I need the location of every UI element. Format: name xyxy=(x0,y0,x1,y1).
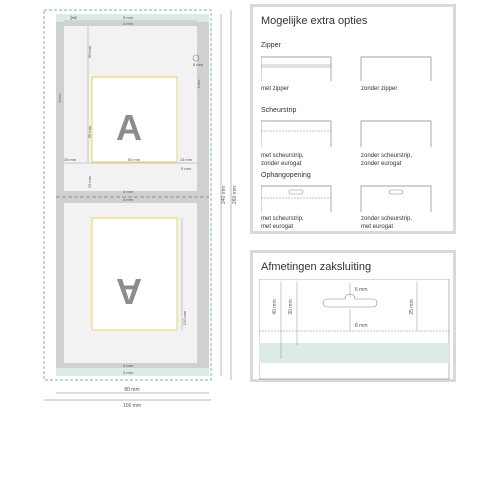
back-letter: A xyxy=(116,271,142,312)
dim-top-w2: 4 mm xyxy=(123,21,133,26)
caption-zonder-scheur-met-euro: zonder scheurstrip, met eurogat xyxy=(361,216,413,230)
zipper-icons xyxy=(261,53,451,83)
options-panel xyxy=(250,4,456,234)
scissors-icon: ✂ xyxy=(70,13,78,23)
dim-40: 40 mm xyxy=(272,299,278,315)
dim-30: 30 mm xyxy=(288,299,294,315)
section-scheurstrip: Scheurstrip xyxy=(261,107,297,114)
dim-small-8: 8 mm xyxy=(193,62,203,67)
options-title: Mogelijke extra opties xyxy=(261,15,368,27)
dim-h30: 30 mm xyxy=(87,45,92,59)
dim-margin-left: 15 mm xyxy=(63,157,77,162)
closure-title: Afmetingen zaksluiting xyxy=(261,261,372,273)
dim-w100: 100 mm xyxy=(122,403,142,409)
closure-outline xyxy=(259,279,449,379)
dim-margin-right: 15 mm xyxy=(179,157,193,162)
caption-met-zipper: met zipper xyxy=(261,86,290,92)
dim-bot-w1: 4 mm xyxy=(123,363,133,368)
dim-total-240: 240 mm xyxy=(221,185,227,205)
dim-inner-w: 50 mm xyxy=(127,157,141,162)
section-ophang: Ophangopening xyxy=(261,172,311,179)
dim-top-w1: 5 mm xyxy=(123,15,133,20)
dim-8: 8 mm xyxy=(355,323,368,329)
scheurstrip-icons xyxy=(261,117,451,149)
dim-h120: 120 mm xyxy=(182,310,187,326)
zipper-strip xyxy=(259,343,449,363)
dim-h4: 4 mm xyxy=(197,79,201,89)
closure-panel xyxy=(250,250,456,382)
caption-met-scheur-zonder-euro: met scheurstrip, zonder eurogat xyxy=(261,153,304,167)
dim-mid-w1: 4 mm xyxy=(123,189,133,194)
section-zipper: Zipper xyxy=(261,42,281,49)
dim-25: 25 mm xyxy=(409,299,415,315)
bag-outline xyxy=(361,57,431,81)
dim-h55: 55 mm xyxy=(87,125,92,139)
euro-hole xyxy=(389,190,403,194)
dim-mid-w2: 4 mm xyxy=(123,197,133,202)
euro-hole xyxy=(289,190,303,194)
caption-met-scheur-met-euro: met scheurstrip, met eurogat xyxy=(261,216,304,230)
bag-outline xyxy=(261,121,331,147)
bag-outline xyxy=(261,57,331,81)
caption-zonder-zipper: zonder zipper xyxy=(361,86,398,92)
bag-outline xyxy=(361,121,431,147)
dim-w80: 80 mm xyxy=(124,387,140,393)
closure-diagram xyxy=(259,279,453,383)
dim-6: 6 mm xyxy=(355,287,368,293)
front-letter: A xyxy=(116,107,142,148)
dim-h15: 15 mm xyxy=(87,175,92,189)
dim-bot-w2: 3 mm xyxy=(123,370,133,375)
caption-zonder-scheur-zonder-euro: zonder scheurstrip, zonder eurogat xyxy=(361,153,413,167)
dim-total-260: 260 mm xyxy=(232,185,238,205)
dim-h8: 8 mm xyxy=(58,93,62,103)
ophang-icons xyxy=(261,182,451,214)
dim-small-5: 5 mm xyxy=(181,166,191,171)
